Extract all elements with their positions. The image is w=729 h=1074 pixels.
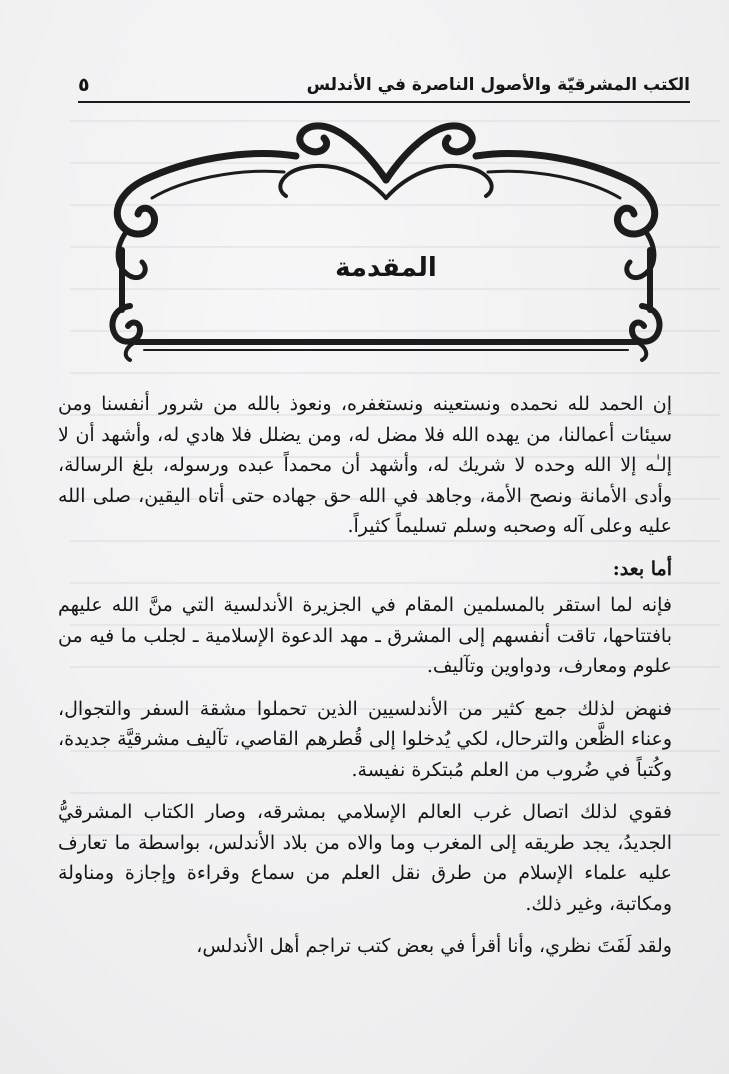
running-title: الكتب المشرقيّة والأصول الناصرة في الأندلس <box>306 75 690 95</box>
header-rule <box>78 101 690 103</box>
paragraph-heading: أما بعد: <box>612 557 672 580</box>
page-number: ٥ <box>78 74 90 96</box>
paragraph: فإنه لما استقر بالمسلمين المقام في الجزيرة الأندلسية التي منَّ الله عليهم بافتتاحها، تاقت أنفسهم إلى المشرق ـ مهد الدعوة الإسلامية ـ لجلب ما فيه من علوم ومعارف، ودواوين وتآليف. <box>58 594 672 677</box>
body-text <box>58 389 672 962</box>
paragraph-opening: إن الحمد لله نحمده ونستعينه ونستغفره، ونعوذ بالله من شرور أنفسنا ومن سيئات أعمالنا، من يهده الله فلا مضل له، ومن يضلل فلا هادي له، وأشهد أن لا إلـٰه إلا الله وحده لا شريك له، وأشهد أن محمداً عبده ورسوله، بلغ الرسالة، وأدى الأمانة ونصح الأمة، وجاهد في الله حق جهاده حتى أتاه اليقين، صلى الله عليه وعلى آله وصحبه وسلم تسليماً كثيراً. <box>58 393 672 537</box>
paragraph: فقوي لذلك اتصال غرب العالم الإسلامي بمشرقه، وصار الكتاب المشرقيُّ الجديدُ، يجد طريقه إلى المغرب وما والاه من بلاد الأندلس، بواسطة ما تعارف عليه علماء الإسلام من طرق نقل العلم من سماع وقراءة وإجازة ومناولة ومكاتبة، وغير ذلك. <box>58 801 672 915</box>
running-header <box>78 72 690 106</box>
paragraph: ولقد لَفَتَ نظري، وأنا أقرأ في بعض كتب تراجم أهل الأندلس، <box>196 935 672 957</box>
ornamental-frame <box>96 110 676 366</box>
paragraph: فنهض لذلك جمع كثير من الأندلسيين الذين تحملوا مشقة السفر والتجوال، وعناء الظَّعن والترحال، لكي يُدخلوا إلى قُطرهم القاصي، تآليف مشرقيَّة جديدة، وكُتباً في ضُروب من العلم مُبتكرة نفيسة. <box>58 697 672 781</box>
section-title: المقدمة <box>335 253 437 283</box>
